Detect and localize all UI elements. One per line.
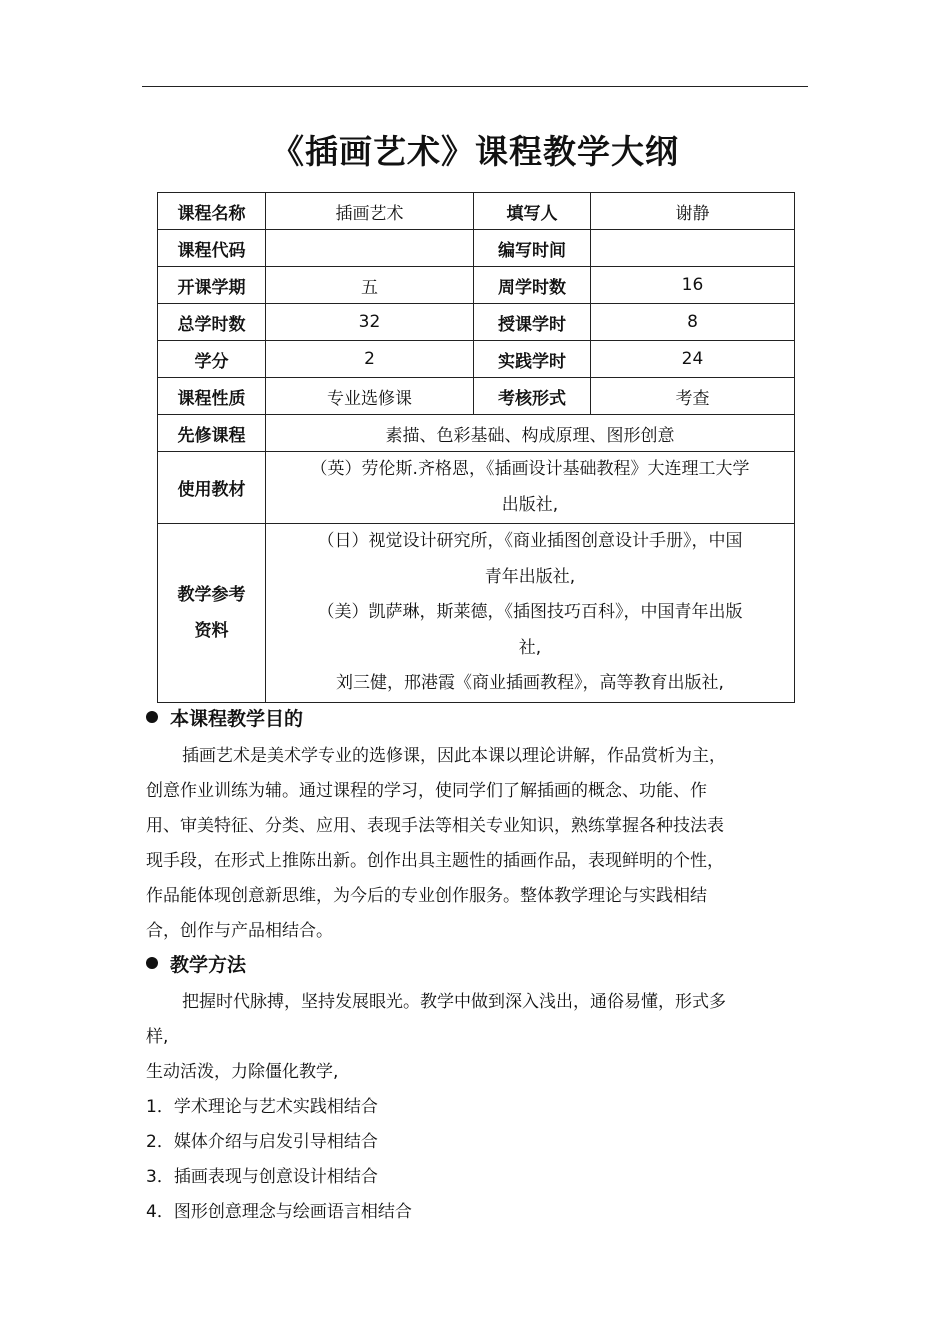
field-label: 开课学期 xyxy=(158,267,266,304)
section-heading-method xyxy=(146,951,246,979)
textbook-label: 使用教材 xyxy=(158,452,266,524)
field-label: 总学时数 xyxy=(158,304,266,341)
references-value xyxy=(266,524,795,703)
prereq-value: 素描、色彩基础、构成原理、图形创意 xyxy=(266,415,795,452)
field-label: 课程性质 xyxy=(158,378,266,415)
field-value: 8 xyxy=(591,304,795,341)
references-label xyxy=(158,524,266,703)
list-item: 3．插画表现与创意设计相结合 xyxy=(146,1167,378,1187)
textbook-value xyxy=(266,452,795,524)
reference-line: （日）视觉设计研究所，《商业插图创意设计手册》，中国 xyxy=(317,531,743,551)
section-heading-text: 本课程教学目的 xyxy=(170,708,304,730)
field-value: 插画艺术 xyxy=(266,193,474,230)
textbook-line: （英）劳伦斯.齐格恩，《插画设计基础教程》大连理工大学 xyxy=(310,459,750,479)
table-row xyxy=(158,452,795,524)
field-label: 学分 xyxy=(158,341,266,378)
field-value xyxy=(591,230,795,267)
reference-line: 青年出版社, xyxy=(484,566,576,587)
table-row xyxy=(158,193,795,230)
field-value: 五 xyxy=(266,267,474,304)
field-label: 实践学时 xyxy=(474,341,591,378)
paragraph-line: 作品能体现创意新思维，为今后的专业创作服务。整体教学理论与实践相结 xyxy=(146,886,707,906)
list-item: 4．图形创意理念与绘画语言相结合 xyxy=(146,1202,412,1222)
table-row xyxy=(158,341,795,378)
field-value: 32 xyxy=(266,304,474,341)
field-value: 专业选修课 xyxy=(266,378,474,415)
field-label: 周学时数 xyxy=(474,267,591,304)
document-title: 《插画艺术》课程教学大纲 xyxy=(271,132,679,171)
header-rule xyxy=(142,86,808,87)
textbook-line: 出版社, xyxy=(501,494,559,515)
prereq-label: 先修课程 xyxy=(158,415,266,452)
paragraph-line: 生动活泼，力除僵化教学, xyxy=(146,1062,339,1082)
paragraph-line: 样, xyxy=(146,1027,169,1047)
list-item: 2．媒体介绍与启发引导相结合 xyxy=(146,1132,378,1152)
table-row xyxy=(158,524,795,703)
reference-line: （美）凯萨琳，斯莱德，《插图技巧百科》，中国青年出版 xyxy=(317,602,743,622)
bullet-icon xyxy=(146,711,158,723)
field-value: 考查 xyxy=(591,378,795,415)
paragraph-line: 插画艺术是美术学专业的选修课，因此本课以理论讲解，作品赏析为主， xyxy=(182,746,726,766)
bullet-icon xyxy=(146,957,158,969)
paragraph-line: 合，创作与产品相结合。 xyxy=(146,921,333,941)
paragraph-line: 把握时代脉搏，坚持发展眼光。教学中做到深入浅出，通俗易懂，形式多 xyxy=(182,992,726,1012)
field-value xyxy=(266,230,474,267)
field-label: 课程代码 xyxy=(158,230,266,267)
field-label: 考核形式 xyxy=(474,378,591,415)
field-value: 24 xyxy=(591,341,795,378)
table-row xyxy=(158,267,795,304)
section-heading-goal xyxy=(146,705,303,733)
field-label: 课程名称 xyxy=(158,193,266,230)
field-label: 授课学时 xyxy=(474,304,591,341)
section-heading-text: 教学方法 xyxy=(170,954,247,976)
table-row xyxy=(158,304,795,341)
field-value: 16 xyxy=(591,267,795,304)
course-info-table xyxy=(157,192,795,703)
reference-line: 社, xyxy=(518,637,542,658)
paragraph-line: 创意作业训练为辅。通过课程的学习，使同学们了解插画的概念、功能、作 xyxy=(146,781,707,801)
paragraph-line: 用、审美特征、分类、应用、表现手法等相关专业知识，熟练掌握各种技法表 xyxy=(146,816,724,836)
paragraph-line: 现手段，在形式上推陈出新。创作出具主题性的插画作品，表现鲜明的个性， xyxy=(146,851,724,871)
table-row xyxy=(158,415,795,452)
reference-line: 刘三健，邢港霞《商业插画教程》，高等教育出版社, xyxy=(336,673,724,693)
method-paragraph xyxy=(146,985,806,1230)
field-value: 谢静 xyxy=(591,193,795,230)
field-label: 编写时间 xyxy=(474,230,591,267)
field-label: 填写人 xyxy=(474,193,591,230)
references-label-line: 教学参考 xyxy=(177,584,246,605)
references-label-line: 资料 xyxy=(194,620,229,641)
list-item: 1．学术理论与艺术实践相结合 xyxy=(146,1097,378,1117)
table-row xyxy=(158,378,795,415)
table-row xyxy=(158,230,795,267)
field-value: 2 xyxy=(266,341,474,378)
goal-paragraph xyxy=(146,739,806,949)
